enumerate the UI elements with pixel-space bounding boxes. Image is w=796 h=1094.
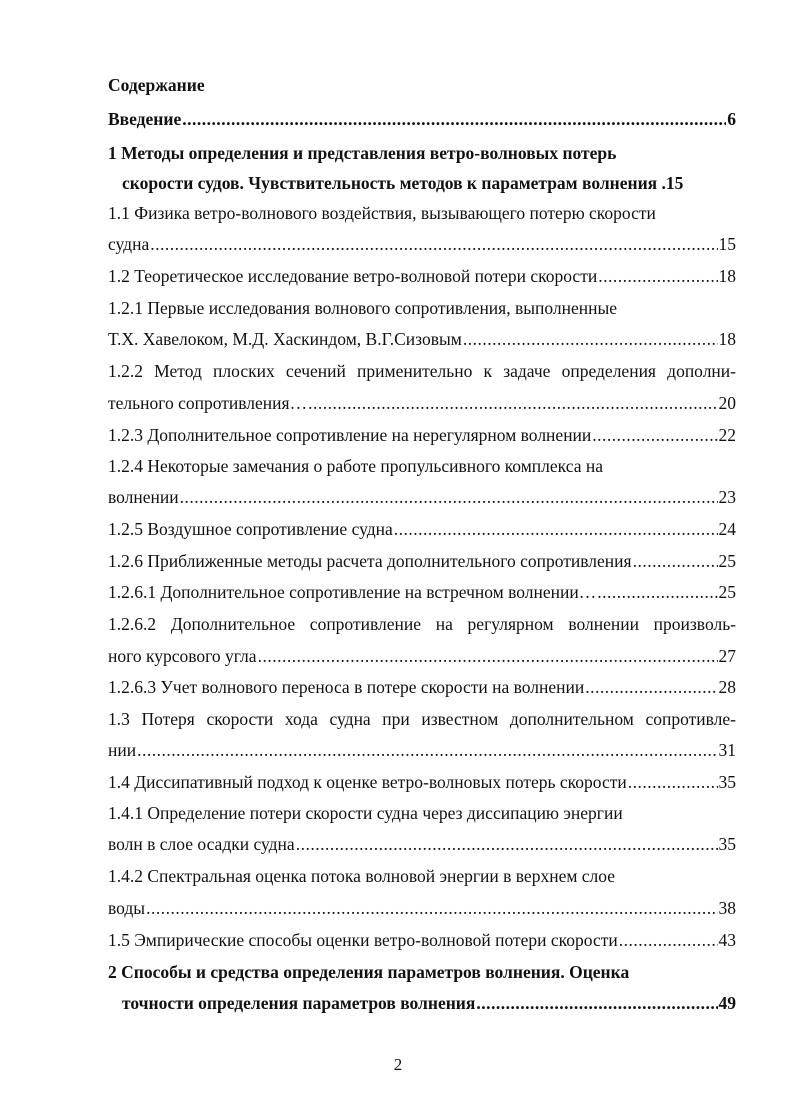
toc-entry-page: 6 — [727, 109, 736, 129]
dot-leader — [137, 738, 717, 762]
toc-entry-chapter-2 — [108, 960, 736, 984]
toc-entry-page: 38 — [718, 898, 736, 918]
toc-entry-page: 49 — [718, 993, 736, 1013]
dot-leader — [628, 770, 718, 794]
toc-entry-page: 23 — [718, 487, 736, 507]
dot-leader — [150, 232, 717, 256]
dot-leader — [146, 896, 717, 920]
toc-entry-text: тельного сопротивления… — [108, 393, 308, 413]
toc-entry-text: 1.2.6 Приближенные методы расчета дополнительного сопротивления — [108, 551, 632, 571]
dot-leader — [592, 423, 717, 447]
toc-entry-text: 1.2.1 Первые исследования волнового сопротивления, выполненные — [108, 298, 617, 318]
toc-entry-1-2-6-1 — [108, 580, 736, 604]
toc-entry-text: 1.2 Теоретическое исследование ветро-волновой потери скорости — [108, 266, 598, 286]
toc-entry-page: 35 — [718, 834, 736, 854]
dot-leader — [597, 580, 717, 604]
toc-entry-text: точности определения параметров волнения — [122, 993, 476, 1013]
toc-entry-1-4-2-cont — [108, 896, 736, 920]
toc-entry-text: 2 Способы и средства определения параметров волнения. Оценка — [108, 962, 630, 982]
toc-entry-1-2-4 — [108, 454, 736, 478]
toc-entry-text: ного курсового угла — [108, 646, 257, 666]
toc-entry-text: волн в слое осадки судна — [108, 834, 295, 854]
toc-heading: Содержание — [108, 75, 205, 95]
toc-entry-1-4-1 — [108, 801, 736, 825]
toc-entry-1-2-6-3 — [108, 675, 736, 699]
dot-leader — [182, 107, 726, 131]
toc-entry-text: 1.4.1 Определение потери скорости судна через диссипацию энергии — [108, 803, 623, 823]
toc-entry-1-2-4-cont — [108, 485, 736, 509]
toc-entry-introduction — [108, 107, 736, 131]
toc-entry-page: 43 — [718, 930, 736, 950]
dot-leader — [394, 517, 718, 541]
toc-entry-1-2-3 — [108, 423, 736, 447]
toc-entry-1-5 — [108, 928, 736, 952]
toc-entry-text: 1.2.4 Некоторые замечания о работе пропульсивного комплекса на — [108, 456, 603, 476]
toc-entry-1-4-1-cont — [108, 832, 736, 856]
toc-entry-1-2-2-cont — [108, 391, 736, 415]
toc-entry-text: 1.2.6.1 Дополнительное сопротивление на встречном волнении… — [108, 582, 597, 602]
toc-entry-text: 1.2.6.3 Учет волнового переноса в потере скорости на волнении — [108, 677, 585, 697]
toc-entry-text: 1.1 Физика ветро-волнового воздействия, вызывающего потерю скорости — [108, 203, 656, 223]
toc-entry-1-1-cont — [108, 232, 736, 256]
dot-leader — [598, 264, 717, 288]
dot-leader — [463, 327, 718, 351]
toc-entry-1-1 — [108, 201, 736, 225]
toc-entry-1-3 — [108, 707, 736, 731]
toc-entry-text: 1.5 Эмпирические способы оценки ветро-волновой потери скорости — [108, 930, 618, 950]
toc-entry-page: 18 — [718, 266, 736, 286]
toc-entry-text: 1.3 Потеря скорости хода судна при известном дополнительном сопротивле- — [108, 709, 736, 729]
toc-entry-text: Т.Х. Хавелоком, М.Д. Хаскиндом, В.Г.Сизовым — [108, 329, 462, 349]
toc-entry-page: 22 — [718, 425, 736, 445]
dot-leader — [308, 391, 717, 415]
toc-entry-1-4-2 — [108, 864, 736, 888]
toc-entry-page: 35 — [718, 772, 736, 792]
dot-leader — [633, 549, 718, 573]
toc-entry-chapter-1 — [108, 141, 736, 165]
toc-entry-chapter-2-cont — [122, 991, 736, 1015]
toc-entry-text: судна — [108, 234, 150, 254]
toc-entry-page: 15 — [718, 234, 736, 254]
toc-entry-page: 18 — [718, 329, 736, 349]
toc-entry-page: 27 — [718, 646, 736, 666]
toc-entry-1-4 — [108, 770, 736, 794]
toc-entry-1-2-2 — [108, 359, 736, 383]
toc-entry-page: 31 — [718, 740, 736, 760]
toc-entry-text: скорости судов. Чувствительность методов к параметрам волнения .15 — [122, 173, 684, 193]
toc-entry-1-2-1 — [108, 296, 736, 320]
toc-entry-1-2 — [108, 264, 736, 288]
toc-entry-text: 1 Методы определения и представления ветро-волновых потерь — [108, 143, 617, 163]
toc-entry-1-3-cont — [108, 738, 736, 762]
toc-entry-1-2-6 — [108, 549, 736, 573]
page-number: 2 — [393, 1055, 403, 1074]
toc-entry-text: 1.2.3 Дополнительное сопротивление на нерегулярном волнении — [108, 425, 592, 445]
toc-entry-text: нии — [108, 740, 137, 760]
toc-entry-page: 25 — [718, 582, 736, 602]
toc-entry-text: 1.4 Диссипативный подход к оценке ветро-волновых потерь скорости — [108, 772, 627, 792]
dot-leader — [619, 928, 718, 952]
toc-entry-page: 28 — [718, 677, 736, 697]
toc-entry-text: Введение — [108, 109, 182, 129]
toc-entry-1-2-6-2-cont — [108, 644, 736, 668]
dot-leader — [180, 485, 718, 509]
dot-leader — [476, 991, 717, 1015]
toc-entry-text: 1.2.6.2 Дополнительное сопротивление на регулярном волнении произволь- — [108, 614, 736, 634]
toc-entry-text: волнении — [108, 487, 179, 507]
dot-leader — [258, 644, 718, 668]
toc-entry-text: 1.2.2 Метод плоских сечений применительно к задаче определения дополни- — [108, 361, 736, 381]
toc-entry-chapter-1-cont — [122, 171, 736, 195]
toc-entry-text: 1.4.2 Спектральная оценка потока волновой энергии в верхнем слое — [108, 866, 616, 886]
toc-entry-1-2-5 — [108, 517, 736, 541]
dot-leader — [296, 832, 718, 856]
toc-entry-page: 25 — [718, 551, 736, 571]
dot-leader — [585, 675, 717, 699]
toc-entry-text: 1.2.5 Воздушное сопротивление судна — [108, 519, 393, 539]
toc-entry-1-2-6-2 — [108, 612, 736, 636]
toc-entry-page: 20 — [718, 393, 736, 413]
toc-entry-page: 24 — [718, 519, 736, 539]
toc-entry-1-2-1-cont — [108, 327, 736, 351]
toc-entry-text: воды — [108, 898, 146, 918]
